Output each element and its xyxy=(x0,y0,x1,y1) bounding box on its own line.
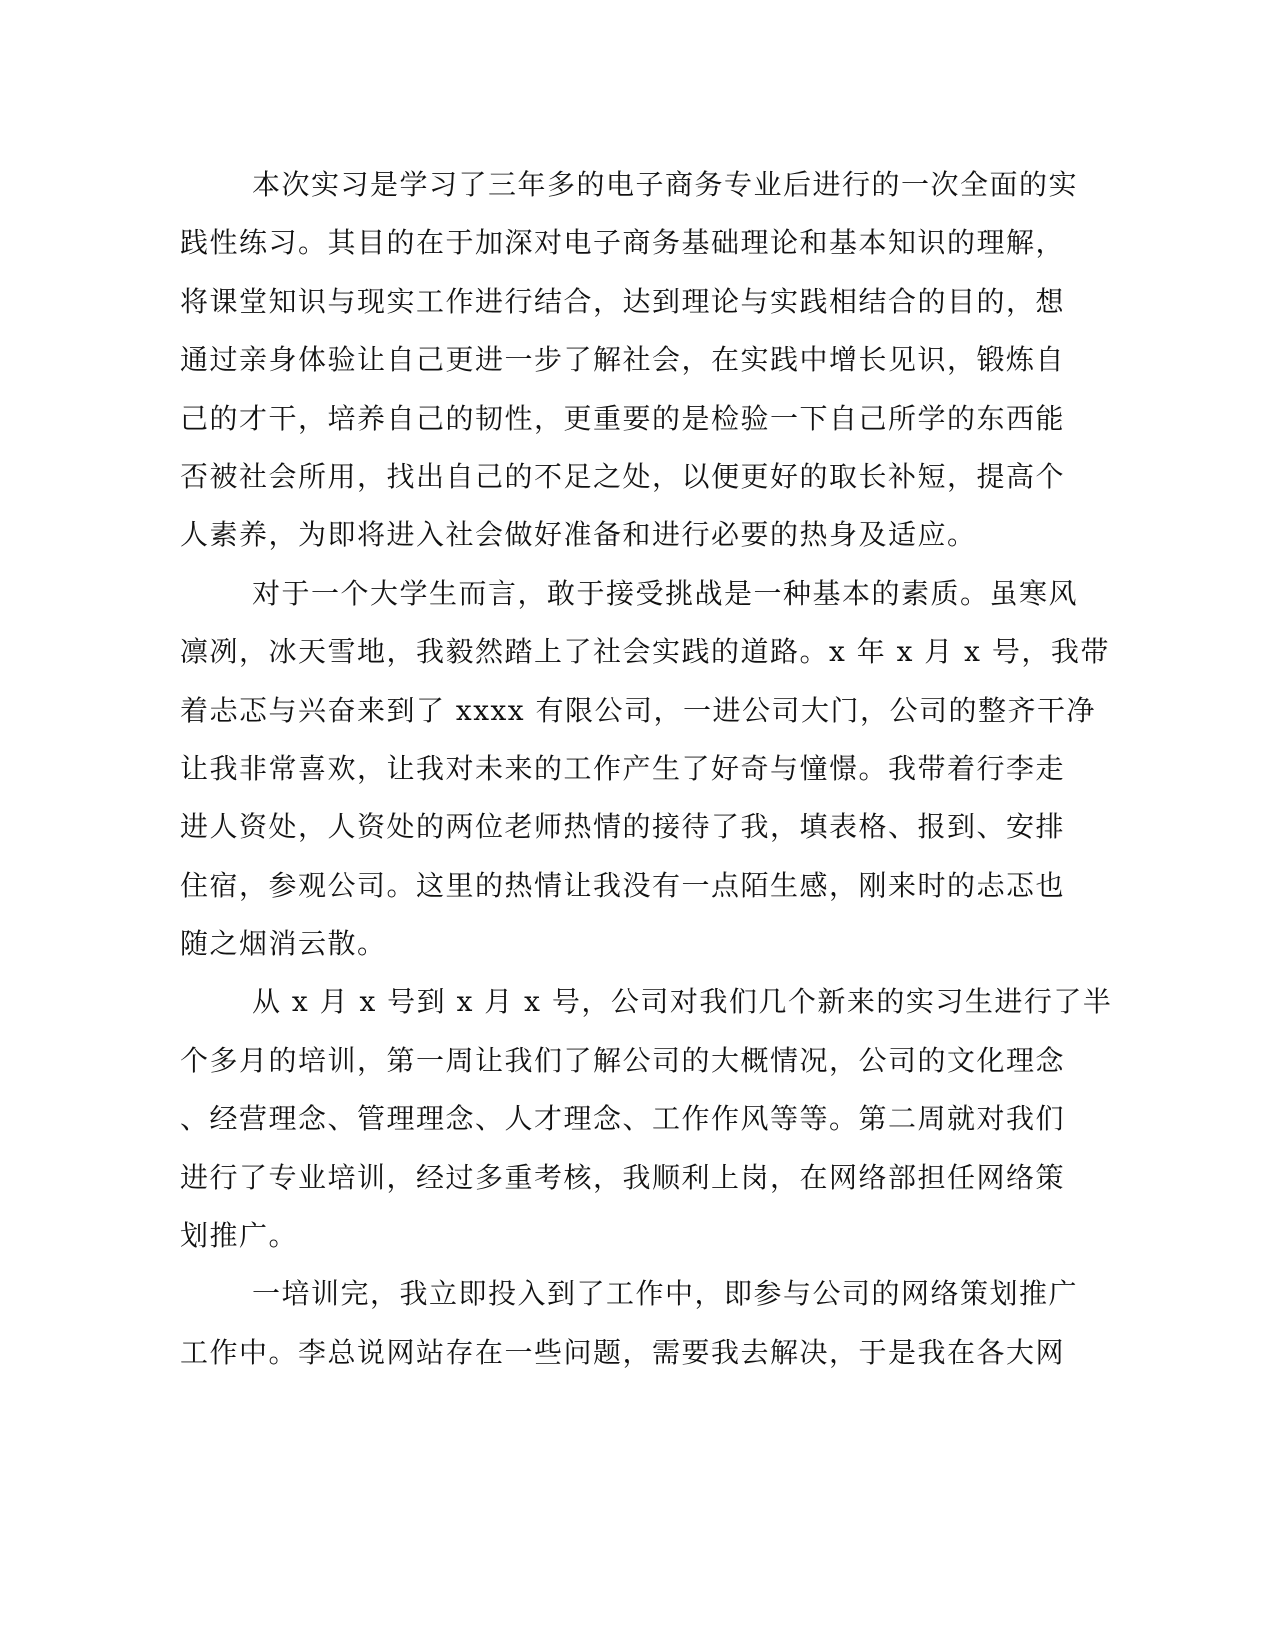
paragraph-3 xyxy=(180,973,1113,1265)
paragraph-1 xyxy=(180,156,1079,565)
text-line: 通过亲身体验让自己更进一步了解社会，在实践中增长见识，锻炼自 xyxy=(180,343,1066,377)
text-line: 否被社会所用，找出自己的不足之处，以便更好的取长补短，提高个 xyxy=(180,459,1066,493)
paragraph-2 xyxy=(180,565,1110,974)
text-line: 让我非常喜欢，让我对未来的工作产生了好奇与憧憬。我带着行李走 xyxy=(180,751,1066,785)
text-line: 个多月的培训，第一周让我们了解公司的大概情况，公司的文化理念 xyxy=(180,1043,1066,1077)
text-line: 将课堂知识与现实工作进行结合，达到理论与实践相结合的目的，想 xyxy=(180,284,1066,318)
text-line: 践性练习。其目的在于加深对电子商务基础理论和基本知识的理解， xyxy=(180,226,1066,260)
text-line: 人素养，为即将进入社会做好准备和进行必要的热身及适应。 xyxy=(180,518,977,552)
text-line: 划推广。 xyxy=(180,1219,299,1253)
text-line: 从 x 月 x 号到 x 月 x 号，公司对我们几个新来的实习生进行了半 xyxy=(252,985,1113,1019)
text-line: 工作中。李总说网站存在一些问题，需要我去解决，于是我在各大网 xyxy=(180,1335,1066,1369)
text-line: 进行了专业培训，经过多重考核，我顺利上岗，在网络部担任网络策 xyxy=(180,1160,1066,1194)
text-line: 随之烟消云散。 xyxy=(180,927,387,961)
text-line: 凛冽，冰天雪地，我毅然踏上了社会实践的道路。x 年 x 月 x 号，我带 xyxy=(180,635,1110,669)
text-line: 对于一个大学生而言，敢于接受挑战是一种基本的素质。虽寒风 xyxy=(252,576,1079,610)
text-line: 一培训完，我立即投入到了工作中，即参与公司的网络策划推广 xyxy=(252,1277,1079,1311)
text-line: 己的才干，培养自己的韧性，更重要的是检验一下自己所学的东西能 xyxy=(180,401,1066,435)
text-line: 本次实习是学习了三年多的电子商务专业后进行的一次全面的实 xyxy=(252,168,1079,201)
paragraph-4 xyxy=(180,1265,1079,1382)
document-body xyxy=(180,156,1113,1382)
text-line: 进人资处，人资处的两位老师热情的接待了我，填表格、报到、安排 xyxy=(180,810,1066,844)
text-line: 着忐忑与兴奋来到了 xxxx 有限公司，一进公司大门，公司的整齐干净 xyxy=(180,693,1096,727)
text-line: 、经营理念、管理理念、人才理念、工作作风等等。第二周就对我们 xyxy=(180,1102,1066,1136)
text-line: 住宿，参观公司。这里的热情让我没有一点陌生感，刚来时的忐忑也 xyxy=(180,868,1066,902)
